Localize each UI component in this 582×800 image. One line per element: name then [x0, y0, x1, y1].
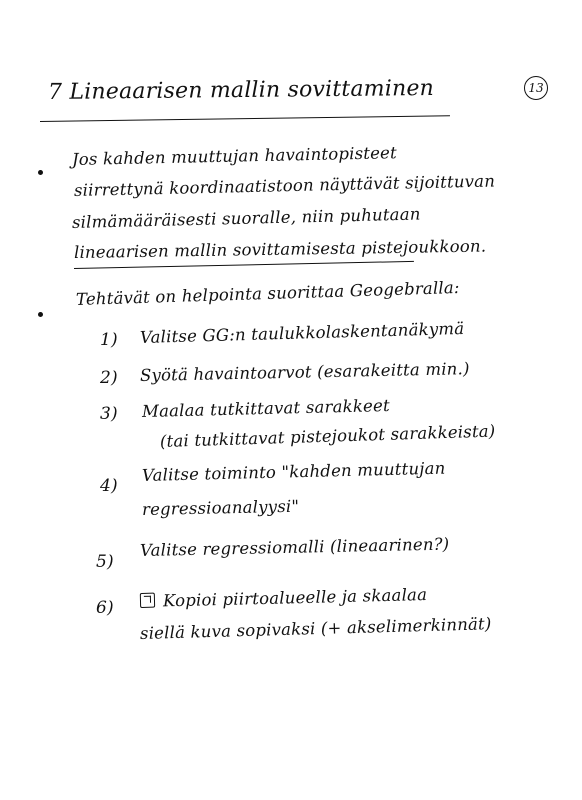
bullet1-line-4: lineaarisen mallin sovittamisesta pistejoukkoon.: [73, 236, 487, 262]
bullet1-line-3: silmämääräisesti suoralle, niin puhutaan: [71, 204, 421, 232]
bullet-dot: [38, 312, 43, 317]
bullet2-intro: Tehtävät on helpointa suorittaa Geogebralla:: [75, 277, 460, 309]
step-3-text: Maalaa tutkittavat sarakkeet: [141, 395, 391, 421]
step-4-subtext: regressioanalyysi": [141, 496, 300, 519]
step-number: 4): [100, 476, 118, 496]
step-number: 6): [96, 598, 114, 618]
step-3-subtext: (tai tutkittavat pistejoukot sarakkeista): [159, 421, 496, 451]
step-6-line-1: Kopioi piirtoalueelle ja skaalaa: [162, 584, 428, 611]
emphasis-underline: [74, 261, 414, 269]
step-4-text: Valitse toiminto "kahden muuttujan: [141, 458, 446, 485]
page-title: 7 Lineaarisen mallin sovittaminen: [47, 75, 435, 105]
export-icon: [140, 593, 155, 608]
step-number: 1): [100, 330, 118, 350]
bullet1-line-2: siirrettynä koordinaatistoon näyttävät sijoittuvan: [73, 171, 496, 200]
step-number: 2): [100, 368, 118, 388]
step-2-text: Syötä havaintoarvot (esarakeitta min.): [139, 359, 470, 385]
title-underline: [40, 115, 450, 122]
bullet-dot: [38, 170, 43, 175]
page-number: 13: [524, 76, 548, 100]
step-5-text: Valitse regressiomalli (lineaarinen?): [139, 534, 450, 560]
step-6-subtext: siellä kuva sopivaksi (+ akselimerkinnät): [139, 614, 492, 643]
bullet1-line-1: Jos kahden muuttujan havaintopisteet: [71, 143, 398, 169]
step-number: 3): [100, 404, 118, 424]
step-1-text: Valitse GG:n taulukkolaskentanäkymä: [139, 318, 465, 347]
step-number: 5): [96, 552, 114, 572]
step-6-text: [140, 585, 428, 611]
